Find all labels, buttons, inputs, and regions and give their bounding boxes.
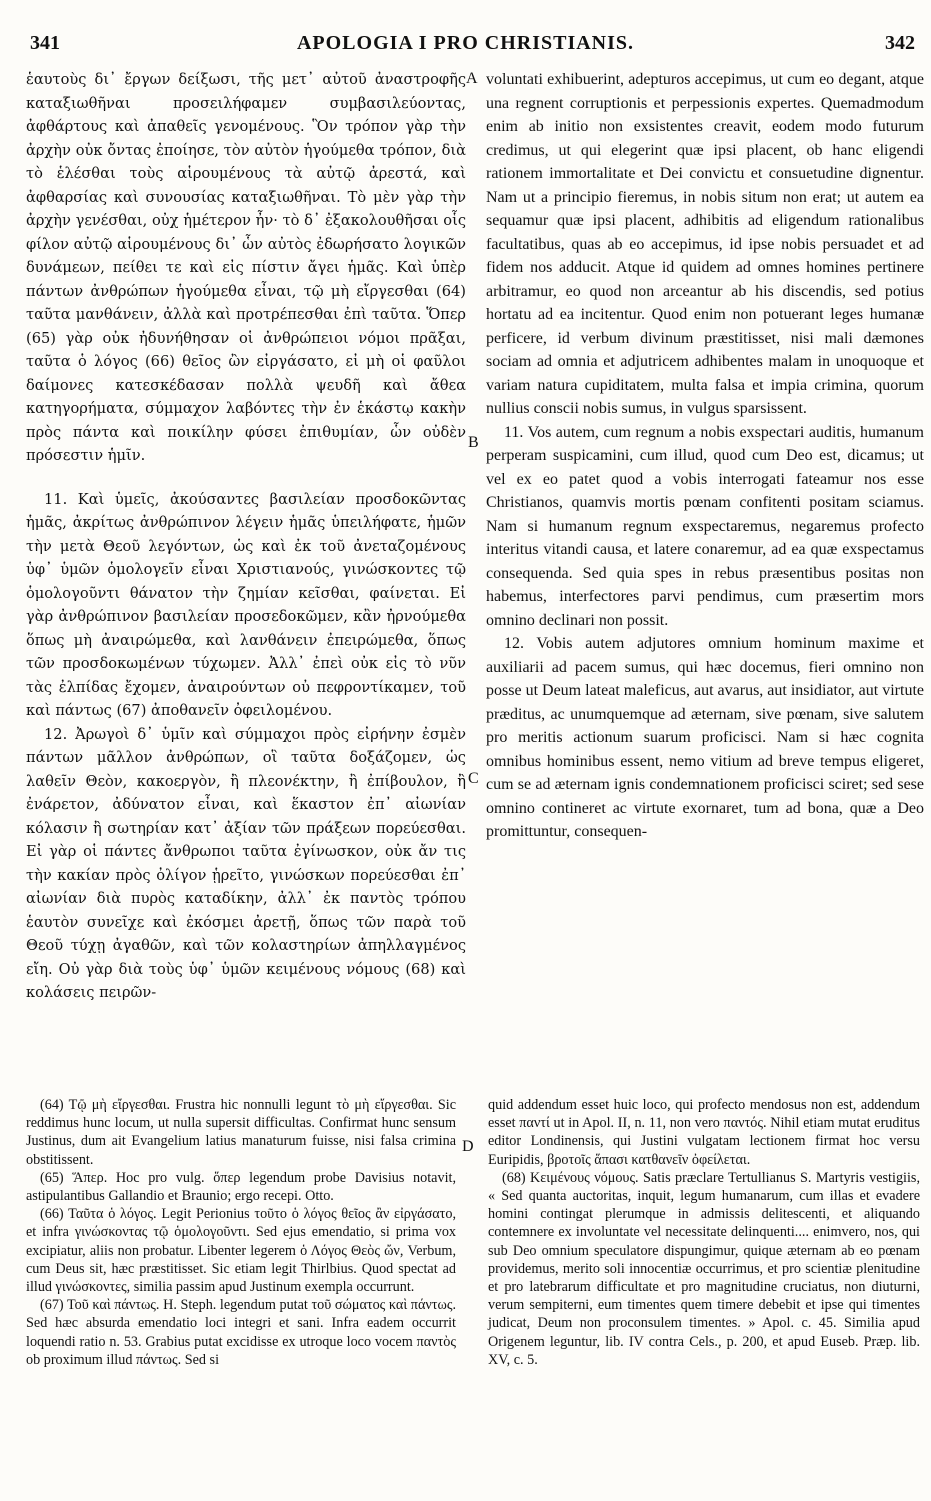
greek-paragraph: ἑαυτοὺς δι᾿ ἔργων δείξωσι, τῆς μετ᾿ αὐτοῦ ἀναστροφῆς καταξιωθῆναι προσειλήφαμεν συμβασιλεύοντας, ἀφθάρτους καὶ ἀπαθεῖς γενομένους. Ὃν τρόπον γὰρ τὴν ἀρχὴν οὐκ ὄντας ἐποίησε, τὸν αὐτὸν ἡγούμεθα τρόπον, διὰ τὸ ἑλέσθαι τοὺς αἱρουμένους τὰ αὐτῷ ἀρεστά, καὶ ἀφθαρσίας καὶ συνουσίας καταξιωθῆναι. Τὸ μὲν γὰρ τὴν ἀρχὴν γενέσθαι, οὐχ ἡμέτερον ἦν· τὸ δ᾿ ἐξακολουθῆσαι οἷς φίλον αὐτῷ αἱρουμένους δι᾿ ὧν αὐτὸς ἐδωρήσατο λογικῶν δυνάμεων, πείθει τε καὶ εἰς πίστιν ἄγει ἡμᾶς. Καὶ ὑπὲρ πάντων ἀνθρώπων ἡγούμεθα εἶναι, τῷ μὴ εἴργεσθαι (64) ταῦτα μανθάνειν, ἀλλὰ καὶ προτρέπεσθαι ἐπὶ ταῦτα. Ὅπερ (65) γὰρ οὐκ ἠδυνήθησαν οἱ ἀνθρώπειοι νόμοι πρᾶξαι, ταῦτα ὁ λόγος (66) θεῖος ὢν εἰργάσατο, εἰ μὴ οἱ φαῦλοι δαίμονες κατεσκέδασαν πολλὰ ψευδῆ καὶ ἄθεα κατηγορήματα, σύμμαχον λαβόντες τὴν ἐν ἑκάστῳ κακὴν πρὸς πάντα καὶ ποικίλην φύσει ἐπιθυμίαν, ὧν οὐδὲν πρόσεστιν ἡμῖν.	[26, 71, 466, 464]
footnote-68: (68) Κειμένους νόμους. Satis præclare Tertullianus S. Martyris vestigiis, « Sed quanta auctoritas, inquit, legum humanarum, cum illas et evadere homini contingat plerumque in admissis delitescenti, et aliquando contemnere ex involuntate vel necessitate delinquenti.... enimvero, nos, qui sub Deo omnium speculatore dispungimur, quique æternam ab eo pœnam providemus, merito soli innocentiæ occurrimus, et pro scientiæ plenitudine et pro latebrarum difficultate et pro magnitudine cruciatus, non diuturni, verum sempiterni, eum timentes quem timere debebit et ipse qui timentes judicat, Deum non proconsulem timentes. » Apol. c. 45. Similia apud Origenem leguntur, lib. IV contra Cels., p. 200, et apud Euseb. Præp. lib. XV, c. 5.	[488, 1169, 920, 1368]
footnotes-left	[26, 1096, 456, 1369]
page	[10, 10, 924, 1495]
footnote-67-continued: quid addendum esset huic loco, qui profecto mendosus non est, addendum esset παντί ut in Apol. II, n. 11, non vero παντός. Nihil etiam mutat eruditus editor Londinensis, qui Justini vulgatam lectionem firmat hoc versu Euripidis, βροτοῖς ἅπασι κατθανεῖν ὀφείλεται.	[488, 1097, 920, 1168]
page-number-left: 341	[30, 32, 60, 54]
latin-section-12: 12. Vobis autem adjutores omnium hominum maxime et auxiliarii ad pacem sumus, qui hæc docemus, fieri omnino non posse ut Deum lateat maleficus, aut avarus, aut insidiator, aut virtute præditus, ac unumquemque ad æternam, sive pœnam, sive salutem pro meritis actionum suarum proficisci. Nam si hæc cognita omnibus hominibus essent, nemo vitium ad breve tempus eligeret, cum se ad æternam ignis condemnationem proficisci sciret; sed sese omnino contineret ac virtute exornaret, tum ad bona, quæ a Deo promittuntur, consequen-	[486, 635, 924, 840]
running-title: APOLOGIA I PRO CHRISTIANIS.	[296, 32, 635, 54]
footnote-66: (66) Ταῦτα ὁ λόγος. Legit Perionius τοῦτο ὁ λόγος θεῖος ἂν εἰργάσατο, et infra γινώσκοντας τῷ ὁμολογοῦντι. Sed ejus emendatio, si prima vox excipiatur, aliis non probatur. Libenter legerem ὁ Λόγος Θεὸς ὤν, Verbum, cum Deus sit, hæc præstitisset. Sic etiam legit Thirlbius. Quod spectat ad illud γινώσκοντες, similia passim apud Justinum exempla occurrunt.	[26, 1206, 456, 1296]
footnote-64: (64) Τῷ μὴ εἴργεσθαι. Frustra hic nonnulli legunt τὸ μὴ εἴργεσθαι. Sic reddimus hunc locum, ut nulla supersit difficultas. Confirmat hunc sensum Justinus, dum ait Evangelium latius manaturum fuisse, nisi falsa crimina obstitissent.	[26, 1097, 456, 1168]
running-header	[10, 32, 921, 56]
latin-column	[486, 68, 924, 844]
greek-column	[26, 68, 466, 1005]
footnotes-right	[488, 1096, 920, 1369]
margin-mark-d: D	[462, 1138, 474, 1155]
page-number-right: 342	[885, 32, 915, 54]
margin-mark-b: B	[468, 434, 479, 451]
greek-section-11: 11. Καὶ ὑμεῖς, ἀκούσαντες βασιλείαν προσδοκῶντας ἡμᾶς, ἀκρίτως ἀνθρώπινον λέγειν ἡμᾶς ὑπειλήφατε, ἡμῶν τὴν μετὰ Θεοῦ λεγόντων, ὡς καὶ ἐκ τοῦ ἀνεταζομένους ὑφ᾿ ὑμῶν ὁμολογεῖν εἶναι Χριστιανούς, γινώσκοντες τῷ ὁμολογοῦντι θάνατον τὴν ζημίαν κεῖσθαι, φαίνεται. Εἰ γὰρ ἀνθρώπινον βασιλείαν προσεδοκῶμεν, κἂν ἠρνούμεθα ὅπως μὴ ἀναιρώμεθα, καὶ λανθάνειν ἐπειρώμεθα, ὅπως τῶν προσδοκωμένων τύχωμεν. Ἀλλ᾿ ἐπεὶ οὐκ εἰς τὸ νῦν τὰς ἐλπίδας ἔχομεν, ἀναιρούντων οὐ πεφροντίκαμεν, τοῦ καὶ πάντως (67) ἀποθανεῖν ὀφειλομένου.	[26, 490, 466, 719]
footnote-65: (65) Ἅπερ. Hoc pro vulg. ὅπερ legendum probe Davisius notavit, astipulantibus Gallandio et Braunio; ergo recepi. Otto.	[26, 1169, 456, 1205]
latin-section-11: 11. Vos autem, cum regnum a nobis exspectari auditis, humanum perperam suspicamini, cum illud, quod cum Deo est, dicamus; ut vel ex eo patet quod a vobis interrogati fateamur nos esse Christianos, quamvis mortis pœnam confitenti positam sciamus. Nam si humanum regnum exspectaremus, negaremus profecto interitus vitandi causa, et latere conaremur, ad ea quæ exspectamus consequenda. Sed quia spes in rebus præsentibus positas non habemus, interfectores parvi pendimus, cum præsertim mors omnino declinari non possit.	[486, 423, 924, 629]
margin-mark-c: C	[468, 770, 479, 787]
footnote-67: (67) Τοῦ καὶ πάντως. H. Steph. legendum putat τοῦ σώματος καὶ πάντως. Sed hæc absurda emendatio loci integri et sani. Infra eadem occurrit loquendi ratio n. 53. Grabius putat excidisse ex utroque loco vocem παντὸς ob proximum illud πάντως. Sed si	[26, 1297, 456, 1368]
greek-section-12: 12. Ἀρωγοὶ δ᾿ ὑμῖν καὶ σύμμαχοι πρὸς εἰρήνην ἐσμὲν πάντων μᾶλλον ἀνθρώπων, οἳ ταῦτα δοξάζομεν, ὡς λαθεῖν Θεὸν, κακοεργὸν, ἢ πλεονέκτην, ἢ ἐπίβουλον, ἢ ἐνάρετον, ἀδύνατον εἶναι, καὶ ἕκαστον ἐπ᾿ αἰωνίαν κόλασιν ἢ σωτηρίαν κατ᾿ ἀξίαν τῶν πράξεων πορεύεσθαι. Εἰ γὰρ οἱ πάντες ἄνθρωποι ταῦτα ἐγίνωσκον, οὐκ ἄν τις τὴν κακίαν πρὸς ὀλίγον ᾑρεῖτο, γινώσκων πορεύεσθαι ἐπ᾿ αἰωνίαν διὰ πυρὸς καταδίκην, ἀλλ᾿ ἐκ παντὸς τρόπου ἑαυτὸν συνεῖχε καὶ ἐκόσμει ἀρετῇ, ὅπως τῶν παρὰ τοῦ Θεοῦ τύχῃ ἀγαθῶν, καὶ τῶν κολαστηρίων ἀπηλλαγμένος εἴη. Οὐ γὰρ διὰ τοὺς ὑφ᾿ ὑμῶν κειμένους νόμους (68) καὶ κολάσεις πειρῶν-	[26, 725, 466, 1001]
margin-mark-a: A	[466, 70, 478, 87]
latin-paragraph: voluntati exhibuerint, adepturos accepimus, ut cum eo degant, atque una regnent corruptionis et perpessionis expertes. Quemadmodum enim ab initio non exsistentes creavit, eodem modo futurum credimus, ut qui elegerint quæ ipsi placent, ob hanc eligendi rationem immortalitate et Dei convictu et consuetudine dignentur. Nam ut a principio fieremus, in nobis situm non erat; ut autem ea sequamur quæ ipsi placent, adhibitis ad eligendum rationalibus facultatibus, quas ab eo accepimus, id ipse nobis persuadet et ad fidem nos adducit. Atque id quidem ad omnes homines pertinere arbitramur, eo quod non arceantur ab his discendis, sed potius hortatu ad ea incitentur. Quod enim non potuerant leges humanæ perficere, id verbum divinum præstitisset, nisi mali dæmones sociam ad omnia et adjutricem adhibentes malam in unoquoque et variam natura cupiditatem, multa falsa et impia crimina, quorum nullius conscii nobis sumus, in vulgus sparsissent.	[486, 71, 924, 417]
